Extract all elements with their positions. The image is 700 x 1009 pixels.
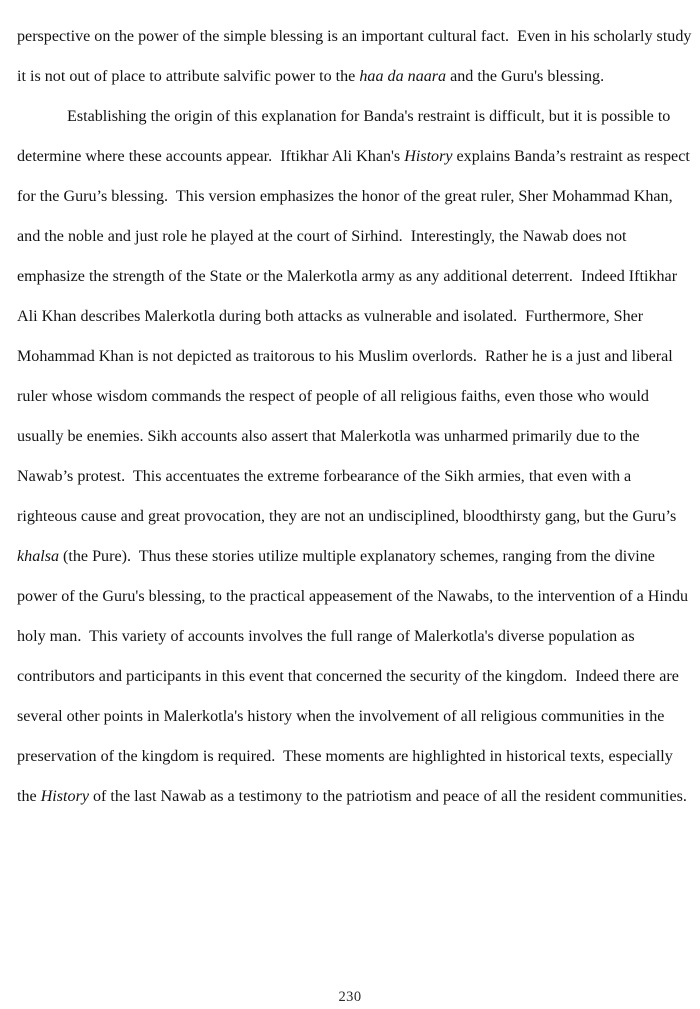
italic-phrase: History	[404, 148, 453, 165]
page-number: 230	[338, 989, 362, 1005]
text-run: Establishing the origin of this explanation for Banda's restraint is difficult, but it is possible to determine where these accounts appear. Iftikhar Ali Khan's	[17, 108, 675, 165]
page-body-text	[17, 17, 696, 817]
text-run: of the last Nawab as a testimony to the patriotism and peace of all the resident communities.	[88, 788, 687, 805]
italic-phrase: khalsa	[17, 548, 60, 565]
text-run: and the Guru's blessing.	[446, 68, 605, 85]
paragraph-continuation	[17, 17, 696, 97]
text-run: (the Pure). Thus these stories utilize multiple explanatory schemes, ranging from the divine power of the Guru's blessing, to the practical appeasement of the Nawabs, to the intervention of a Hindu holy man. This variety of accounts involves the full range of Malerkotla's diverse population as contributors and participants in this event that concerned the security of the kingdom. Indeed there are several other points in Malerkotla's history when the involvement of all religious communities in the preservation of the kingdom is required. These moments are highlighted in historical texts, especially the	[17, 548, 693, 805]
italic-phrase: haa da naara	[359, 68, 447, 85]
text-run: perspective on the power of the simple blessing is an important cultural fact. Even in his scholarly study it is not out of place to attribute salvific power to the	[17, 28, 696, 85]
paragraph-establishing-origin	[17, 97, 693, 817]
italic-phrase: History	[40, 788, 89, 805]
text-run: explains Banda’s restraint as respect for the Guru’s blessing. This version emphasizes the honor of the great ruler, Sher Mohammad Khan, and the noble and just role he played at the court of Sirhind. Interestingly, the Nawab does not emphasize the strength of the State or the Malerkotla army as any additional deterrent. Indeed Iftikhar Ali Khan describes Malerkotla during both attacks as vulnerable and isolated. Furthermore, Sher Mohammad Khan is not depicted as traitorous to his Muslim overlords. Rather he is a just and liberal ruler whose wisdom commands the respect of people of all religious faiths, even those who would usually be enemies. Sikh accounts also assert that Malerkotla was unharmed primarily due to the Nawab’s protest. This accentuates the extreme forbearance of the Sikh armies, that even with a righteous cause and great provocation, they are not an undisciplined, bloodthirsty gang, but the Guru’s	[17, 148, 694, 525]
